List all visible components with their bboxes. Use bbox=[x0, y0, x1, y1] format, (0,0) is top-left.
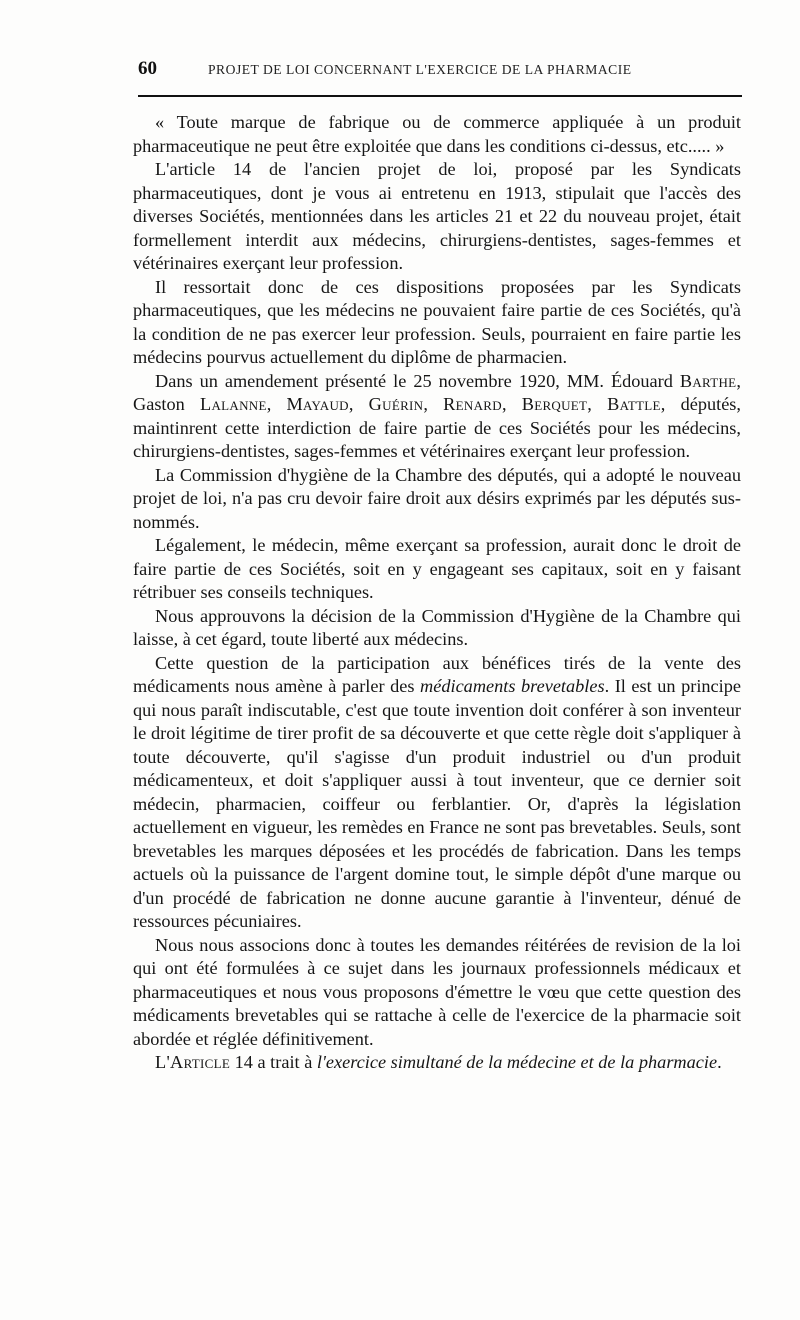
brevetables-text-end: . Il est un principe qui nous paraît indiscutable, c'est que toute invention doit conférer à son inventeur le droit légitime de tirer profit de sa découverte et que cette règle doit s'appliquer à toute découverte, qu'il s'agisse d'un produit industriel ou d'un produit médicamenteux, et doit s'appliquer aussi à tout inventeur, que ce dernier soit médecin, pharmacien, coiffeur ou ferblantier. Or, d'après la législation actuellement en vigueur, les remèdes en France ne sont pas brevetables. Seuls, sont brevetables les marques déposées et les procédés de fabrication. Dans les temps actuels où la puissance de l'argent domine tout, le simple dépôt d'une marque ou d'un procédé de fabrication ne donne aucune garantie à l'inventeur, dénué de ressources pécuniaires. bbox=[133, 676, 741, 931]
body-text bbox=[133, 111, 741, 1075]
article-text-end: . bbox=[717, 1052, 722, 1072]
name-separator: , Gaston bbox=[133, 370, 741, 414]
paragraph-quote: « Toute marque de fabrique ou de commerce appliquée à un produit pharmaceutique ne peut être exploitée que dans les conditions ci-dessus, etc..... » bbox=[133, 112, 741, 156]
paragraph-legalement: Légalement, le médecin, même exerçant sa profession, aurait donc le droit de faire partie de ces Sociétés, soit en y engageant ses capitaux, soit en y faisant rétribuer ses conseils techniques. bbox=[133, 535, 741, 602]
brevetables-italic: médicaments brevetables bbox=[420, 676, 605, 696]
paragraph-article-14-history: L'article 14 de l'ancien projet de loi, proposé par les Syndicats pharmaceutiques, dont je vous ai entretenu en 1913, stipulait que l'accès des diverses Sociétés, mentionnées dans les articles 21 et 22 du nouveau projet, était formellement interdit aux médecins, chirurgiens-dentistes, sages-femmes et vétérinaires exerçant leur profession. bbox=[133, 159, 741, 273]
paragraph-article-14-exercice bbox=[133, 1051, 741, 1075]
deputy-name-renard: Renard bbox=[443, 394, 502, 414]
article-italic: l'exercice simultané de la médecine et de la pharmacie bbox=[316, 1052, 718, 1072]
brevetables-text-start: Cette question de la participation aux bénéfices tirés de la vente des médicaments nous amène à parler des bbox=[133, 652, 741, 696]
deputy-name-battle: Battle bbox=[607, 394, 661, 414]
paragraph-medicaments-brevetables bbox=[133, 652, 741, 934]
paragraph-amendement bbox=[133, 370, 741, 464]
paragraph-approbation: Nous approuvons la décision de la Commission d'Hygiène de la Chambre qui laisse, à cet égard, toute liberté aux médecins. bbox=[133, 605, 741, 649]
page-number: 60 bbox=[138, 58, 157, 79]
deputy-name-berquet: Berquet bbox=[521, 394, 588, 414]
name-separator: , bbox=[423, 394, 444, 414]
deputy-name-barthe: Barthe bbox=[679, 370, 737, 391]
paragraph-commission-hygiene: La Commission d'hygiène de la Chambre des députés, qui a adopté le nouveau projet de loi, n'a pas cru devoir faire droit aux désirs exprimés par les députés sus-nommés. bbox=[133, 464, 741, 532]
deputy-name-mayaud: Mayaud bbox=[286, 394, 349, 414]
deputy-name-guerin: Guérin bbox=[368, 394, 424, 414]
paragraph-revision-loi: Nous nous associons donc à toutes les demandes réitérées de revision de la loi qui ont été formulées à ce sujet dans les journaux professionnels médicaux et pharmaceutiques et nous vous proposons d'émettre le vœu que cette question des médicaments brevetables qui se rattache à celle de l'exercice de la pharmacie soit abordée et réglée définitivement. bbox=[133, 934, 741, 1049]
name-separator: , bbox=[501, 394, 522, 414]
page-header bbox=[134, 58, 740, 88]
name-separator: , bbox=[266, 394, 287, 414]
article-label: L'Article bbox=[155, 1052, 231, 1072]
amendement-text-end: , députés, maintinrent cette interdiction de faire partie de ces Sociétés pour les médecins, chirurgiens-dentistes, sages-femmes et vétérinaires exerçant leur profession. bbox=[133, 394, 741, 461]
name-separator: , bbox=[587, 394, 608, 414]
article-text-mid: 14 a trait à bbox=[230, 1052, 317, 1072]
amendement-text-start: Dans un amendement présenté le 25 novembre 1920, MM. Édouard bbox=[155, 370, 680, 391]
deputy-name-lalanne: Lalanne bbox=[200, 394, 267, 414]
header-rule bbox=[138, 95, 742, 97]
paragraph-syndicats-dispositions: Il ressortait donc de ces dispositions proposées par les Syndicats pharmaceutiques, que les médecins ne pouvaient faire partie de ces Sociétés, qu'à la condition de ne pas exercer leur profession. Seuls, pourraient en faire partie les médecins pourvus actuellement du diplôme de pharmacien. bbox=[133, 276, 741, 367]
running-title: PROJET DE LOI CONCERNANT L'EXERCICE DE LA PHARMACIE bbox=[208, 62, 632, 77]
name-separator: , bbox=[348, 394, 369, 414]
